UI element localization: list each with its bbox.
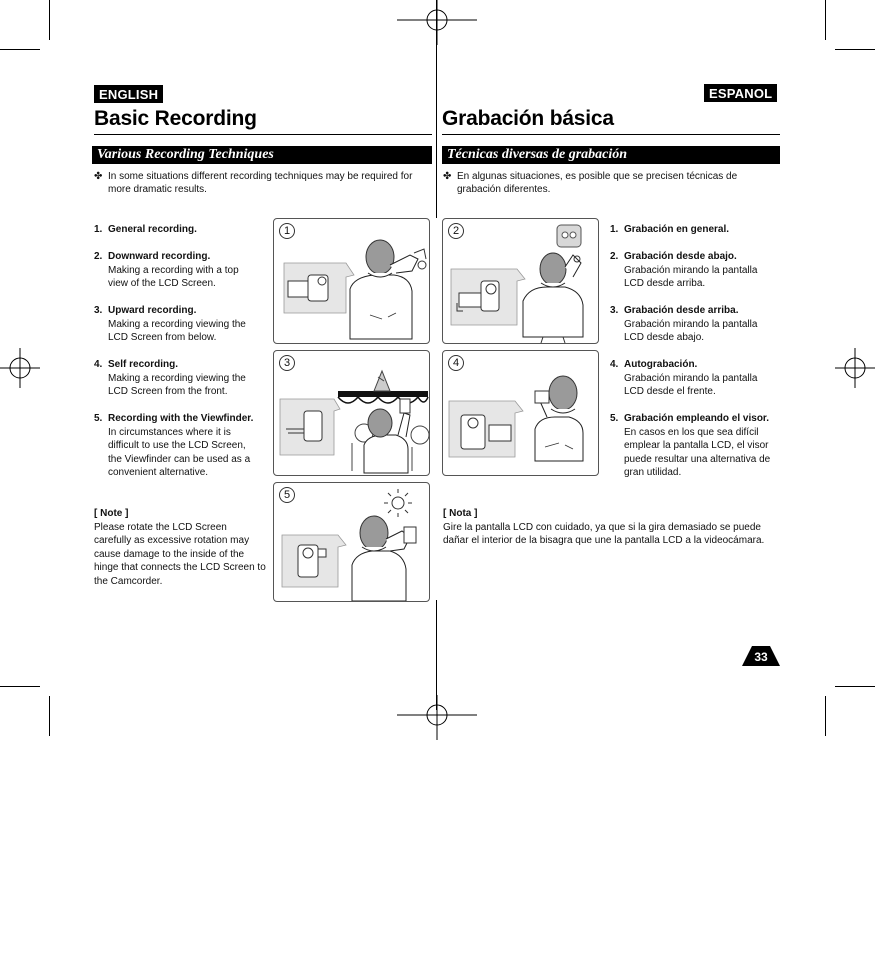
illustration-viewfinder-recording bbox=[273, 482, 430, 602]
crop-mark bbox=[49, 696, 50, 736]
item-number: 2. bbox=[610, 251, 619, 262]
item-number: 1. bbox=[94, 224, 103, 235]
item-heading: Self recording. bbox=[108, 359, 179, 370]
technique-list-spanish bbox=[610, 223, 780, 493]
item-number: 2. bbox=[94, 251, 103, 262]
title-rule bbox=[442, 134, 780, 135]
figure-number-badge: 3 bbox=[279, 355, 295, 371]
section-heading-spanish: Técnicas diversas de grabación bbox=[442, 146, 780, 164]
crop-mark bbox=[825, 0, 826, 40]
item-number: 3. bbox=[94, 305, 103, 316]
crop-mark bbox=[0, 686, 40, 687]
illustration-self-recording bbox=[442, 350, 599, 476]
item-heading: Grabación desde arriba. bbox=[624, 305, 739, 316]
item-description: Making a recording viewing the LCD Screen from below. bbox=[108, 318, 246, 343]
figure-number-badge: 1 bbox=[279, 223, 295, 239]
item-description: Making a recording viewing the LCD Screen from the front. bbox=[108, 372, 246, 397]
bullet-cross-icon: ✤ bbox=[94, 171, 103, 182]
technique-list-english bbox=[94, 223, 269, 493]
note-body: Gire la pantalla LCD con cuidado, ya que si la gira demasiado se puede dañar el interior de la bisagra que une la pantalla LCD a la videocámara. bbox=[443, 521, 765, 546]
figure-number-badge: 2 bbox=[448, 223, 464, 239]
page-title-english: Basic Recording bbox=[94, 107, 257, 130]
note-heading: [ Note ] bbox=[94, 508, 129, 519]
item-heading: Grabación en general. bbox=[624, 224, 730, 235]
item-heading: Autograbación. bbox=[624, 359, 698, 370]
item-number: 3. bbox=[610, 305, 619, 316]
figure-number-badge: 4 bbox=[448, 355, 464, 371]
item-heading: Downward recording. bbox=[108, 251, 211, 262]
crop-mark bbox=[835, 686, 875, 687]
item-heading: Grabación empleando el visor. bbox=[624, 413, 770, 424]
registration-mark-icon bbox=[397, 695, 477, 740]
crop-mark bbox=[49, 0, 50, 40]
center-fold-line bbox=[436, 600, 437, 710]
section-heading-english: Various Recording Techniques bbox=[92, 146, 432, 164]
language-badge-espanol: ESPANOL bbox=[704, 84, 777, 102]
illustration-upward-recording bbox=[273, 350, 430, 476]
bullet-cross-icon: ✤ bbox=[443, 171, 452, 182]
intro-english bbox=[94, 170, 430, 198]
item-number: 5. bbox=[94, 413, 103, 424]
registration-mark-icon bbox=[0, 348, 40, 388]
item-description: Grabación mirando la pantalla LCD desde el frente. bbox=[624, 372, 758, 397]
item-heading: Recording with the Viewfinder. bbox=[108, 413, 254, 424]
crop-mark bbox=[835, 49, 875, 50]
title-rule bbox=[94, 134, 432, 135]
item-description: Grabación mirando la pantalla LCD desde arriba. bbox=[624, 264, 758, 289]
crop-mark bbox=[825, 696, 826, 736]
crop-mark bbox=[0, 49, 40, 50]
intro-text: En algunas situaciones, es posible que se precisen técnicas de grabación diferentes. bbox=[457, 171, 738, 195]
item-description: Making a recording with a top view of the LCD Screen. bbox=[108, 264, 239, 289]
item-number: 1. bbox=[610, 224, 619, 235]
language-badge-english: ENGLISH bbox=[94, 85, 163, 103]
item-description: En casos en los que sea difícil emplear la pantalla LCD, el visor puede resultar una alternativa de gran utilidad. bbox=[624, 426, 771, 478]
item-heading: Upward recording. bbox=[108, 305, 197, 316]
item-heading: General recording. bbox=[108, 224, 197, 235]
item-number: 5. bbox=[610, 413, 619, 424]
intro-spanish bbox=[443, 170, 780, 198]
registration-mark-icon bbox=[835, 348, 875, 388]
illustration-general-recording bbox=[273, 218, 430, 344]
note-body: Please rotate the LCD Screen carefully as excessive rotation may cause damage to the inside of the hinge that connects the LCD Screen to the Camcorder. bbox=[94, 521, 266, 587]
item-number: 4. bbox=[94, 359, 103, 370]
item-description: In circumstances where it is difficult to use the LCD Screen, the Viewfinder can be used as a convenient alternative. bbox=[108, 426, 251, 478]
registration-mark-icon bbox=[397, 0, 477, 45]
illustration-downward-recording bbox=[442, 218, 599, 344]
item-heading: Grabación desde abajo. bbox=[624, 251, 737, 262]
note-spanish bbox=[443, 507, 781, 548]
item-number: 4. bbox=[610, 359, 619, 370]
note-heading: [ Nota ] bbox=[443, 508, 478, 519]
item-description: Grabación mirando la pantalla LCD desde abajo. bbox=[624, 318, 758, 343]
intro-text: In some situations different recording techniques may be required for more dramatic results. bbox=[108, 171, 413, 195]
page-number: 33 bbox=[754, 650, 768, 664]
page-number-badge bbox=[742, 646, 780, 666]
page-title-spanish: Grabación básica bbox=[442, 107, 614, 130]
note-english bbox=[94, 507, 266, 588]
figure-number-badge: 5 bbox=[279, 487, 295, 503]
